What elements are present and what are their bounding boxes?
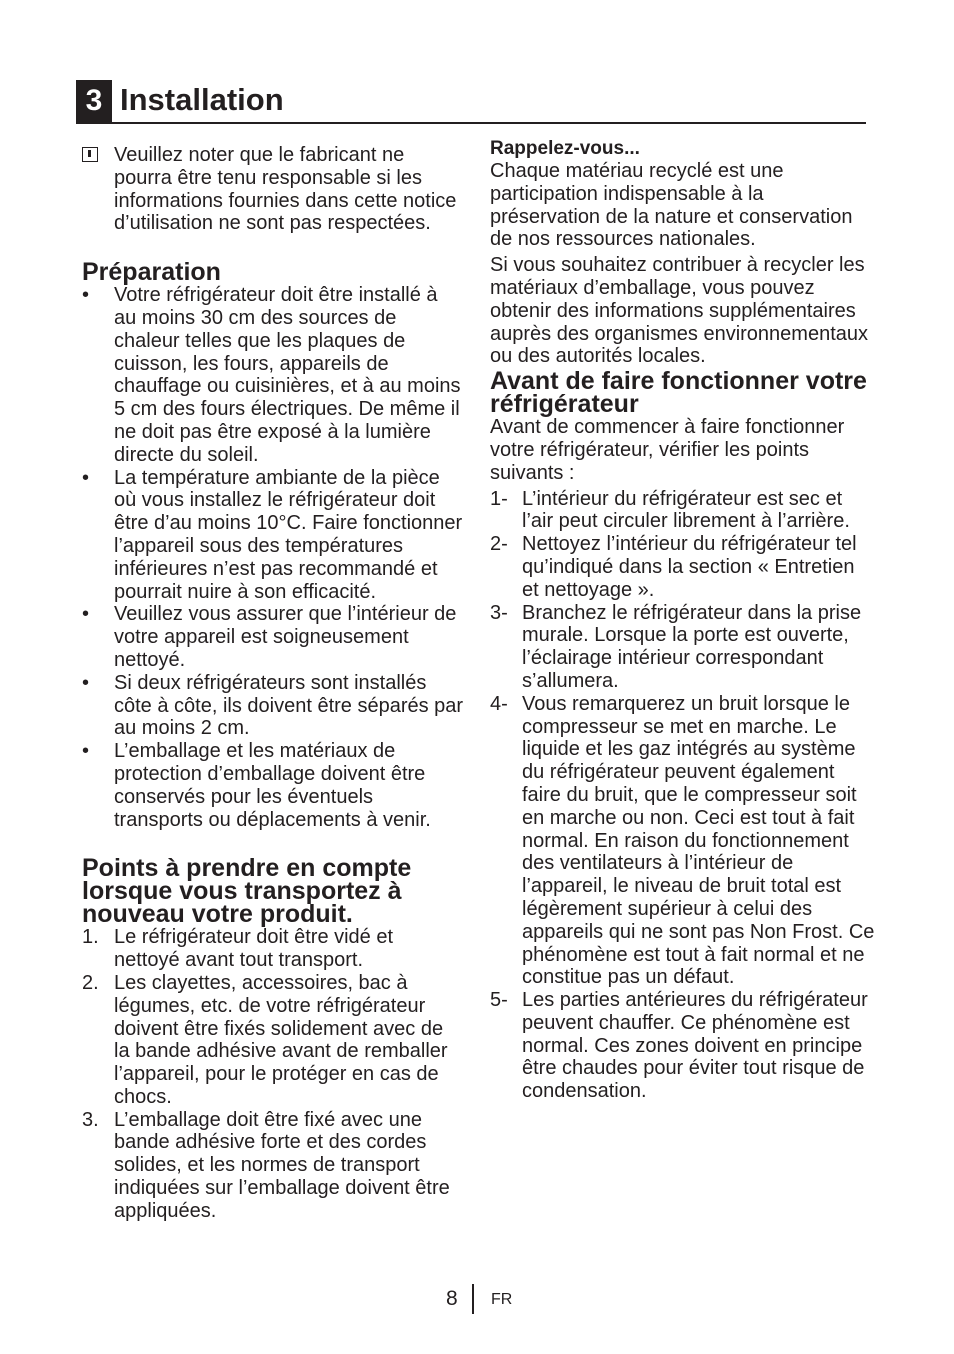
reminder-paragraph-1: Chaque matériau recyclé est une participation indispensable à la préservation de la nature et conservation de nos ressources nationales. <box>490 160 853 251</box>
left-column <box>82 144 464 1223</box>
before-use-list <box>490 488 876 1104</box>
list-item: 4- Vous remarquerez un bruit lorsque le compresseur se met en marche. Le liquide et les gaz intégrés au système du réfrigérateur peuvent également faire du bruit, que le compresseur soit en marche ou non. Ceci est tout à fait normal. En raison du fonctionnement des ventilateurs à l’intérieur de l’appareil, le niveau de bruit total est légèrement supérieur à celui des appareils qui ne sont pas Non Frost. Ce phénomène est tout à fait normal et ne constitue pas un défaut. <box>490 692 875 989</box>
chapter-header <box>76 80 866 124</box>
before-use-intro: Avant de commencer à faire fonctionner votre réfrigérateur, vérifier les points suivants : <box>490 416 845 484</box>
reminder-heading: Rappelez-vous... <box>490 138 640 159</box>
note-text: Veuillez noter que le fabricant ne pourra être tenu responsable si les informations fournies dans cette notice d’utilisation ne sont pas respectées. <box>114 144 457 235</box>
bullet-icon: • <box>82 671 90 694</box>
footer-divider <box>472 1284 474 1314</box>
list-item: 1. Le réfrigérateur doit être vidé et nettoyé avant tout transport. <box>82 926 394 972</box>
chapter-title: Installation <box>120 82 284 117</box>
page-number: 8 <box>446 1287 458 1310</box>
preparation-heading: Préparation <box>82 258 221 287</box>
list-item: 5- Les parties antérieures du réfrigérateur peuvent chauffer. Ce phénomène est normal. Ces zones doivent en principe être chaudes pour éviter tout risque de condensation. <box>490 989 868 1103</box>
list-item: • L’emballage et les matériaux de protection d’emballage doivent être conservés pour les éventuels transports ou déplacements à venir. <box>82 740 431 831</box>
list-item: 2. Les clayettes, accessoires, bac à légumes, etc. de votre réfrigérateur doivent être fixés solidement avec de la bande adhésive avant de remballer l’appareil, pour le protéger en cas de chocs. <box>82 971 448 1108</box>
list-item: 3. L’emballage doit être fixé avec une bande adhésive forte et des cordes solides, et les normes de transport indiquées sur l’emballage doivent être appliquées. <box>82 1108 450 1222</box>
list-item: 2- Nettoyez l’intérieur du réfrigérateur tel qu’indiqué dans la section « Entretien et nettoyage ». <box>490 533 857 601</box>
list-item: 1- L’intérieur du réfrigérateur est sec et l’air peut circuler librement à l’arrière. <box>490 487 850 533</box>
reminder-paragraph-2: Si vous souhaitez contribuer à recycler les matériaux d’emballage, vous pouvez obtenir des informations supplémentaires auprès des organismes environnementaux ou des autorités locales. <box>490 254 868 368</box>
list-item: 3- Branchez le réfrigérateur dans la prise murale. Lorsque la porte est ouverte, l’éclairage intérieur correspondant s’allumera. <box>490 601 862 692</box>
bullet-icon: • <box>82 740 90 763</box>
info-note-icon <box>82 147 98 162</box>
bullet-icon: • <box>82 466 90 489</box>
list-item: • Veuillez vous assurer que l’intérieur de votre appareil est soigneusement nettoyé. <box>82 603 457 671</box>
before-use-heading: Avant de faire fonctionner votre réfrigérateur <box>490 367 867 419</box>
bullet-icon: • <box>82 603 90 626</box>
list-item: • Si deux réfrigérateurs sont installés côte à côte, ils doivent être séparés par au moins 2 cm. <box>82 671 464 740</box>
list-item: • La température ambiante de la pièce où vous installez le réfrigérateur doit être d’au moins 10°C. Faire fonctionner l’appareil sous des températures inférieures n’est pas recommandé et pourrait nuire à son efficacité. <box>82 466 463 603</box>
right-column <box>490 138 876 1103</box>
preparation-list <box>82 284 464 831</box>
bullet-icon: • <box>82 284 90 307</box>
note-block <box>82 144 464 235</box>
transport-list <box>82 926 464 1222</box>
language-code: FR <box>491 1291 513 1308</box>
chapter-number: 3 <box>76 80 112 122</box>
list-item: • Votre réfrigérateur doit être installé à au moins 30 cm des sources de chaleur telles que les plaques de cuisson, les fours, appareils de chauffage ou cuisinières, et à au moins 5 cm des fours électriques. De même il ne doit pas être exposé à la lumière directe du soleil. <box>82 284 461 466</box>
transport-heading: Points à prendre en compte lorsque vous transportez à nouveau votre produit. <box>82 854 412 929</box>
